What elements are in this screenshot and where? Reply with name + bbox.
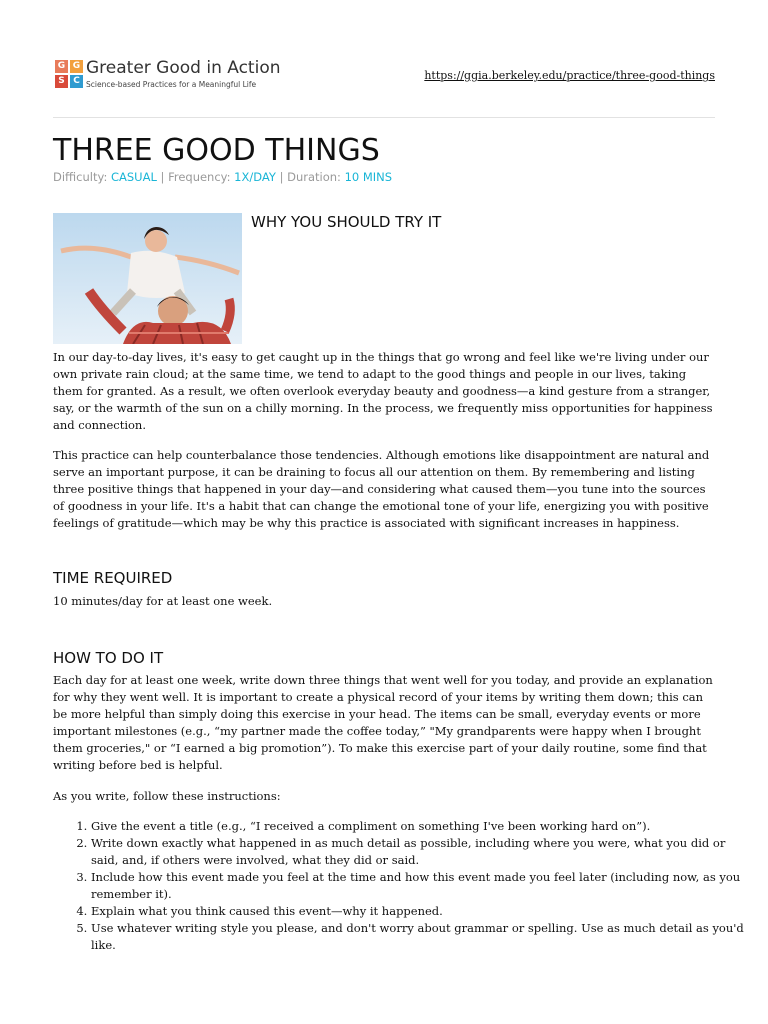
why-paragraph-2: This practice can help counterbalance those tendencies. Although emotions like disappointment are natural and serve an important purpose, it can be draining to focus all our attention on them. By remembering and listing three positive things that happened in your day—and considering what caused them—you tune into the sources of goodness in your life. It's a habit that can change the emotional tone of your life, energizing you with positive feelings of gratitude—which may be why this practice is associated with significant increases in happiness.	[53, 448, 710, 530]
father-daughter-photo	[53, 213, 242, 344]
logo-tagline: Science-based Practices for a Meaningful Life	[86, 80, 257, 89]
meta-separator: |	[160, 170, 165, 184]
difficulty-value: CASUAL	[110, 170, 157, 184]
practice-meta	[53, 170, 392, 184]
difficulty-label: Difficulty:	[53, 170, 108, 184]
duration-label: Duration:	[287, 170, 341, 184]
list-item: 3. Include how this event made you feel at the time and how this event made you feel later (including now, as you remember it).	[91, 869, 753, 903]
site-header	[55, 58, 715, 98]
instructions-list	[53, 818, 753, 954]
why-paragraph-1: In our day-to-day lives, it's easy to get caught up in the things that go wrong and feel like we're living under our own private rain cloud; at the same time, we tend to adapt to the good things and people in our lives, taking them for granted. As a result, we often overlook everyday beauty and goodness—a kind gesture from a stranger, say, or the warmth of the sun on a chilly morning. In the process, we frequently miss opportunities for happiness and connection.	[53, 350, 713, 432]
logo-name: Greater Good in Action	[86, 58, 281, 78]
list-item: 5. Use whatever writing style you please, and don't worry about grammar or spelling. Use as much detail as you'd like.	[91, 920, 753, 954]
list-item: 1. Give the event a title (e.g., “I received a compliment on something I've been working hard on”).	[91, 818, 753, 835]
list-item: 4. Explain what you think caused this event—why it happened.	[91, 903, 753, 920]
time-required-heading: TIME REQUIRED	[53, 569, 173, 587]
time-required-text: 10 minutes/day for at least one week.	[53, 594, 273, 608]
source-url-link[interactable]: https://ggia.berkeley.edu/practice/three-good-things	[424, 69, 715, 82]
how-to-heading: HOW TO DO IT	[53, 649, 164, 667]
logo-cell: G	[70, 60, 83, 73]
instructions-intro: As you write, follow these instructions:	[53, 789, 281, 803]
logo-cell: C	[70, 75, 83, 88]
header-divider	[53, 117, 715, 118]
ggsc-logo-icon	[55, 60, 83, 88]
duration-value: 10 MINS	[344, 170, 393, 184]
frequency-label: Frequency:	[168, 170, 231, 184]
logo-cell: S	[55, 75, 68, 88]
how-to-paragraph: Each day for at least one week, write down three things that went well for you today, and provide an explanation for why they went well. It is important to create a physical record of your items by writing them down; this can be more helpful than simply doing this exercise in your head. The items can be small, everyday events or more important milestones (e.g., “my partner made the coffee today,” "My grandparents were happy when I brought them groceries," or “I earned a big promotion”). To make this exercise part of your daily routine, some find that writing before bed is helpful.	[53, 673, 713, 772]
list-item: 2. Write down exactly what happened in as much detail as possible, including where you were, what you did or said, and, if others were involved, what they did or said.	[91, 835, 753, 869]
logo-cell: G	[55, 60, 68, 73]
meta-separator: |	[279, 170, 284, 184]
frequency-value: 1X/DAY	[234, 170, 276, 184]
page-title: THREE GOOD THINGS	[53, 133, 380, 168]
why-section-heading: WHY YOU SHOULD TRY IT	[251, 213, 442, 231]
